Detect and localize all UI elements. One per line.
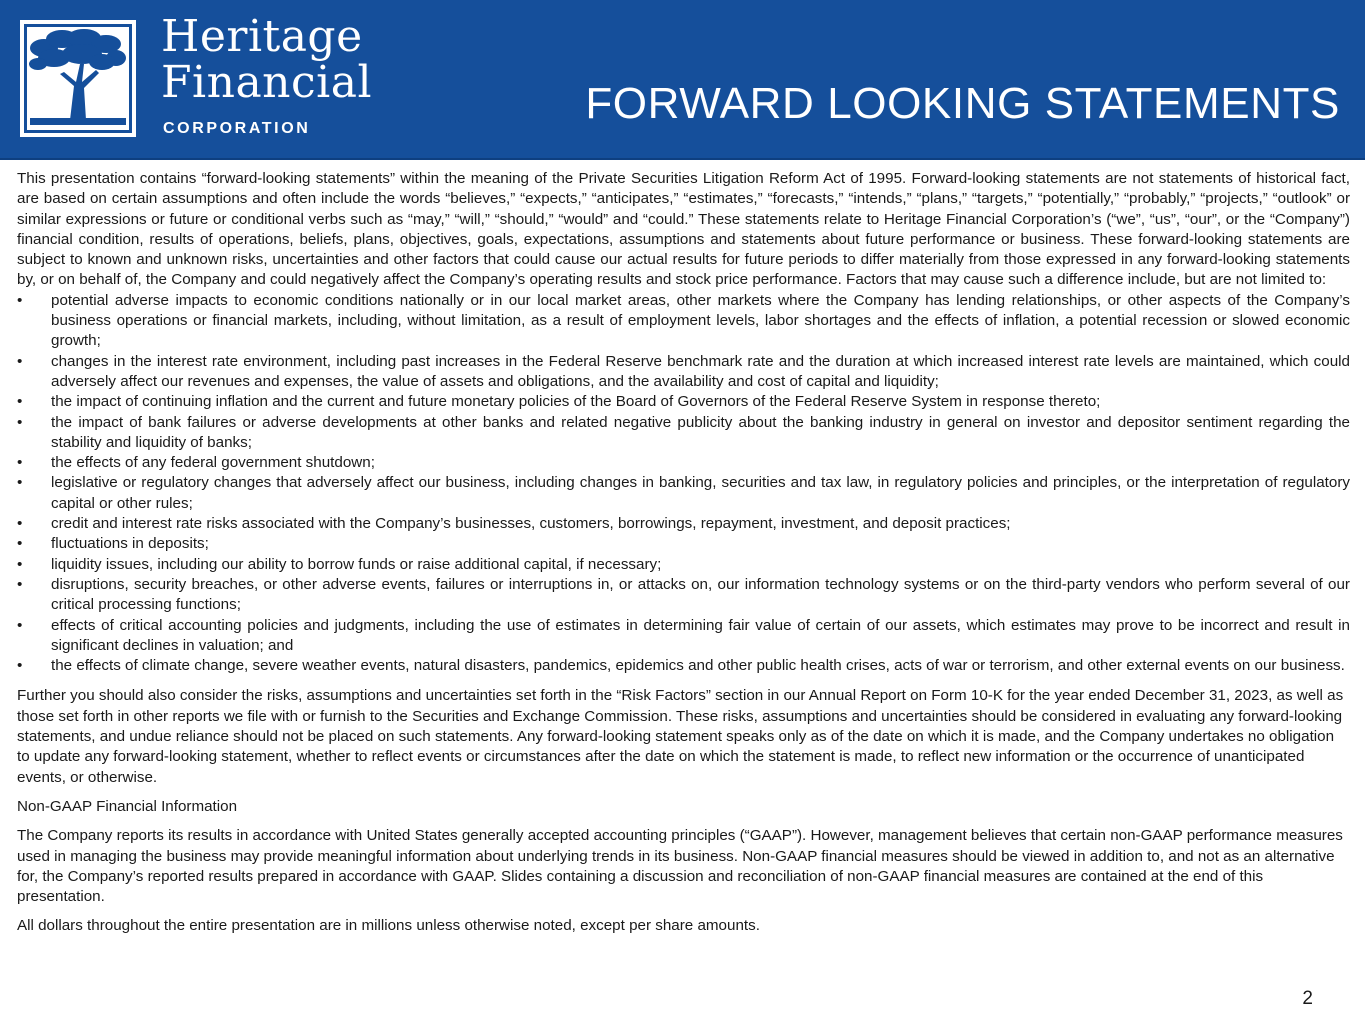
list-item: • legislative or regulatory changes that adversely affect our business, including changes in banking, securities and tax law, in regulatory policies and principles, or the interpretation of regulatory capital or other rules; <box>17 473 1350 514</box>
further-risks-paragraph: Further you should also consider the risks, assumptions and uncertainties set forth in the “Risk Factors” section in our Annual Report on Form 10-K for the year ended December 31, 2023, as well as those set forth in other reports we file with or furnish to the Securities and Exchange Commission. These risks, assumptions and uncertainties should be considered in evaluating any forward-looking statements, and undue reliance should not be placed on such statements. Any forward-looking statement speaks only as of the date on which it is made, and the Company undertakes no obligation to update any forward-looking statement, whether to reflect events or circumstances after the date on which the statement is made, to reflect new information or the occurrence of unanticipated events, or otherwise. <box>17 687 1344 786</box>
list-item: • the effects of climate change, severe weather events, natural disasters, pandemics, epidemics and other public health crises, acts of war or terrorism, and other external events on our business. <box>17 656 1350 676</box>
list-item: • disruptions, security breaches, or other adverse events, failures or interruptions in, or attacks on, our information technology systems or on the third-party vendors who perform several of our critical processing functions; <box>17 575 1350 616</box>
brand-name-line1: Heritage <box>161 11 363 62</box>
content-body <box>17 169 1350 937</box>
brand-name-line2: Financial <box>161 57 373 108</box>
list-item: • fluctuations in deposits; <box>17 534 1350 554</box>
list-item: • the impact of continuing inflation and the current and future monetary policies of the Board of Governors of the Federal Reserve System in response thereto; <box>17 392 1350 412</box>
logo-box <box>20 20 136 137</box>
page-number: 2 <box>1302 988 1313 1009</box>
non-gaap-paragraph: The Company reports its results in accordance with United States generally accepted accounting principles (“GAAP”). However, management believes that certain non-GAAP performance measures used in managing the business may provide meaningful information about underlying trends in its business. Non-GAAP financial measures should be viewed in addition to, and not as an alternative for, the Company’s reported results prepared in accordance with GAAP. Slides containing a discussion and reconciliation of non-GAAP financial measures are contained at the end of this presentation. <box>17 827 1343 906</box>
intro-paragraph: This presentation contains “forward-looking statements” within the meaning of the Private Securities Litigation Reform Act of 1995. Forward-looking statements are not statements of historical fact, are based on certain assumptions and often include the words “believes,” “expects,” “anticipates,” “estimates,” “forecasts,” “intends,” “plans,” “targets,” “potentially,” “probably,” “projects,” “outlook” or similar expressions or future or conditional verbs such as “may,” “will,” “should,” “would” and “could.” These statements relate to Heritage Financial Corporation’s (“we”, “us”, “our”, or the “Company”) financial condition, results of operations, beliefs, plans, objectives, goals, expectations, assumptions and statements about future performance or business. These forward-looking statements are subject to known and unknown risks, uncertainties and other factors that could cause our actual results for future periods to differ materially from those expressed in any forward-looking statements by, or on behalf of, the Company and could negatively affect the Company’s operating results and stock price performance. Factors that may cause such a difference include, but are not limited to: <box>17 170 1350 289</box>
risk-factor-list <box>17 291 1350 677</box>
list-item: • the impact of bank failures or adverse developments at other banks and related negative publicity about the banking industry in general on investor and depositor sentiment regarding the stability and liquidity of banks; <box>17 413 1350 454</box>
list-item: • changes in the interest rate environment, including past increases in the Federal Reserve benchmark rate and the duration at which increased interest rate levels are maintained, which could adversely affect our revenues and expenses, the value of assets and obligations, and the availability and cost of capital and liquidity; <box>17 352 1350 393</box>
tree-logo-icon <box>24 24 132 133</box>
brand-subtitle: CORPORATION <box>163 120 311 137</box>
slide-title: FORWARD LOOKING STATEMENTS <box>585 79 1340 128</box>
list-item: • liquidity issues, including our ability to borrow funds or raise additional capital, if necessary; <box>17 555 1350 575</box>
list-item: • the effects of any federal government shutdown; <box>17 453 1350 473</box>
brand-name <box>161 11 373 108</box>
dollars-note: All dollars throughout the entire presentation are in millions unless otherwise noted, except per share amounts. <box>17 917 760 935</box>
list-item: • potential adverse impacts to economic conditions nationally or in our local market areas, other markets where the Company has lending relationships, or other aspects of the Company’s business operations or financial markets, including, without limitation, as a result of employment levels, labor shortages and the effects of inflation, a potential recession or slowed economic growth; <box>17 291 1350 352</box>
list-item: • credit and interest rate risks associated with the Company’s businesses, customers, borrowings, repayment, investment, and deposit practices; <box>17 514 1350 534</box>
non-gaap-heading: Non-GAAP Financial Information <box>17 797 238 815</box>
header-banner <box>0 0 1365 160</box>
list-item: • effects of critical accounting policies and judgments, including the use of estimates in determining fair value of certain of our assets, which estimates may prove to be incorrect and result in significant declines in valuation; and <box>17 616 1350 657</box>
